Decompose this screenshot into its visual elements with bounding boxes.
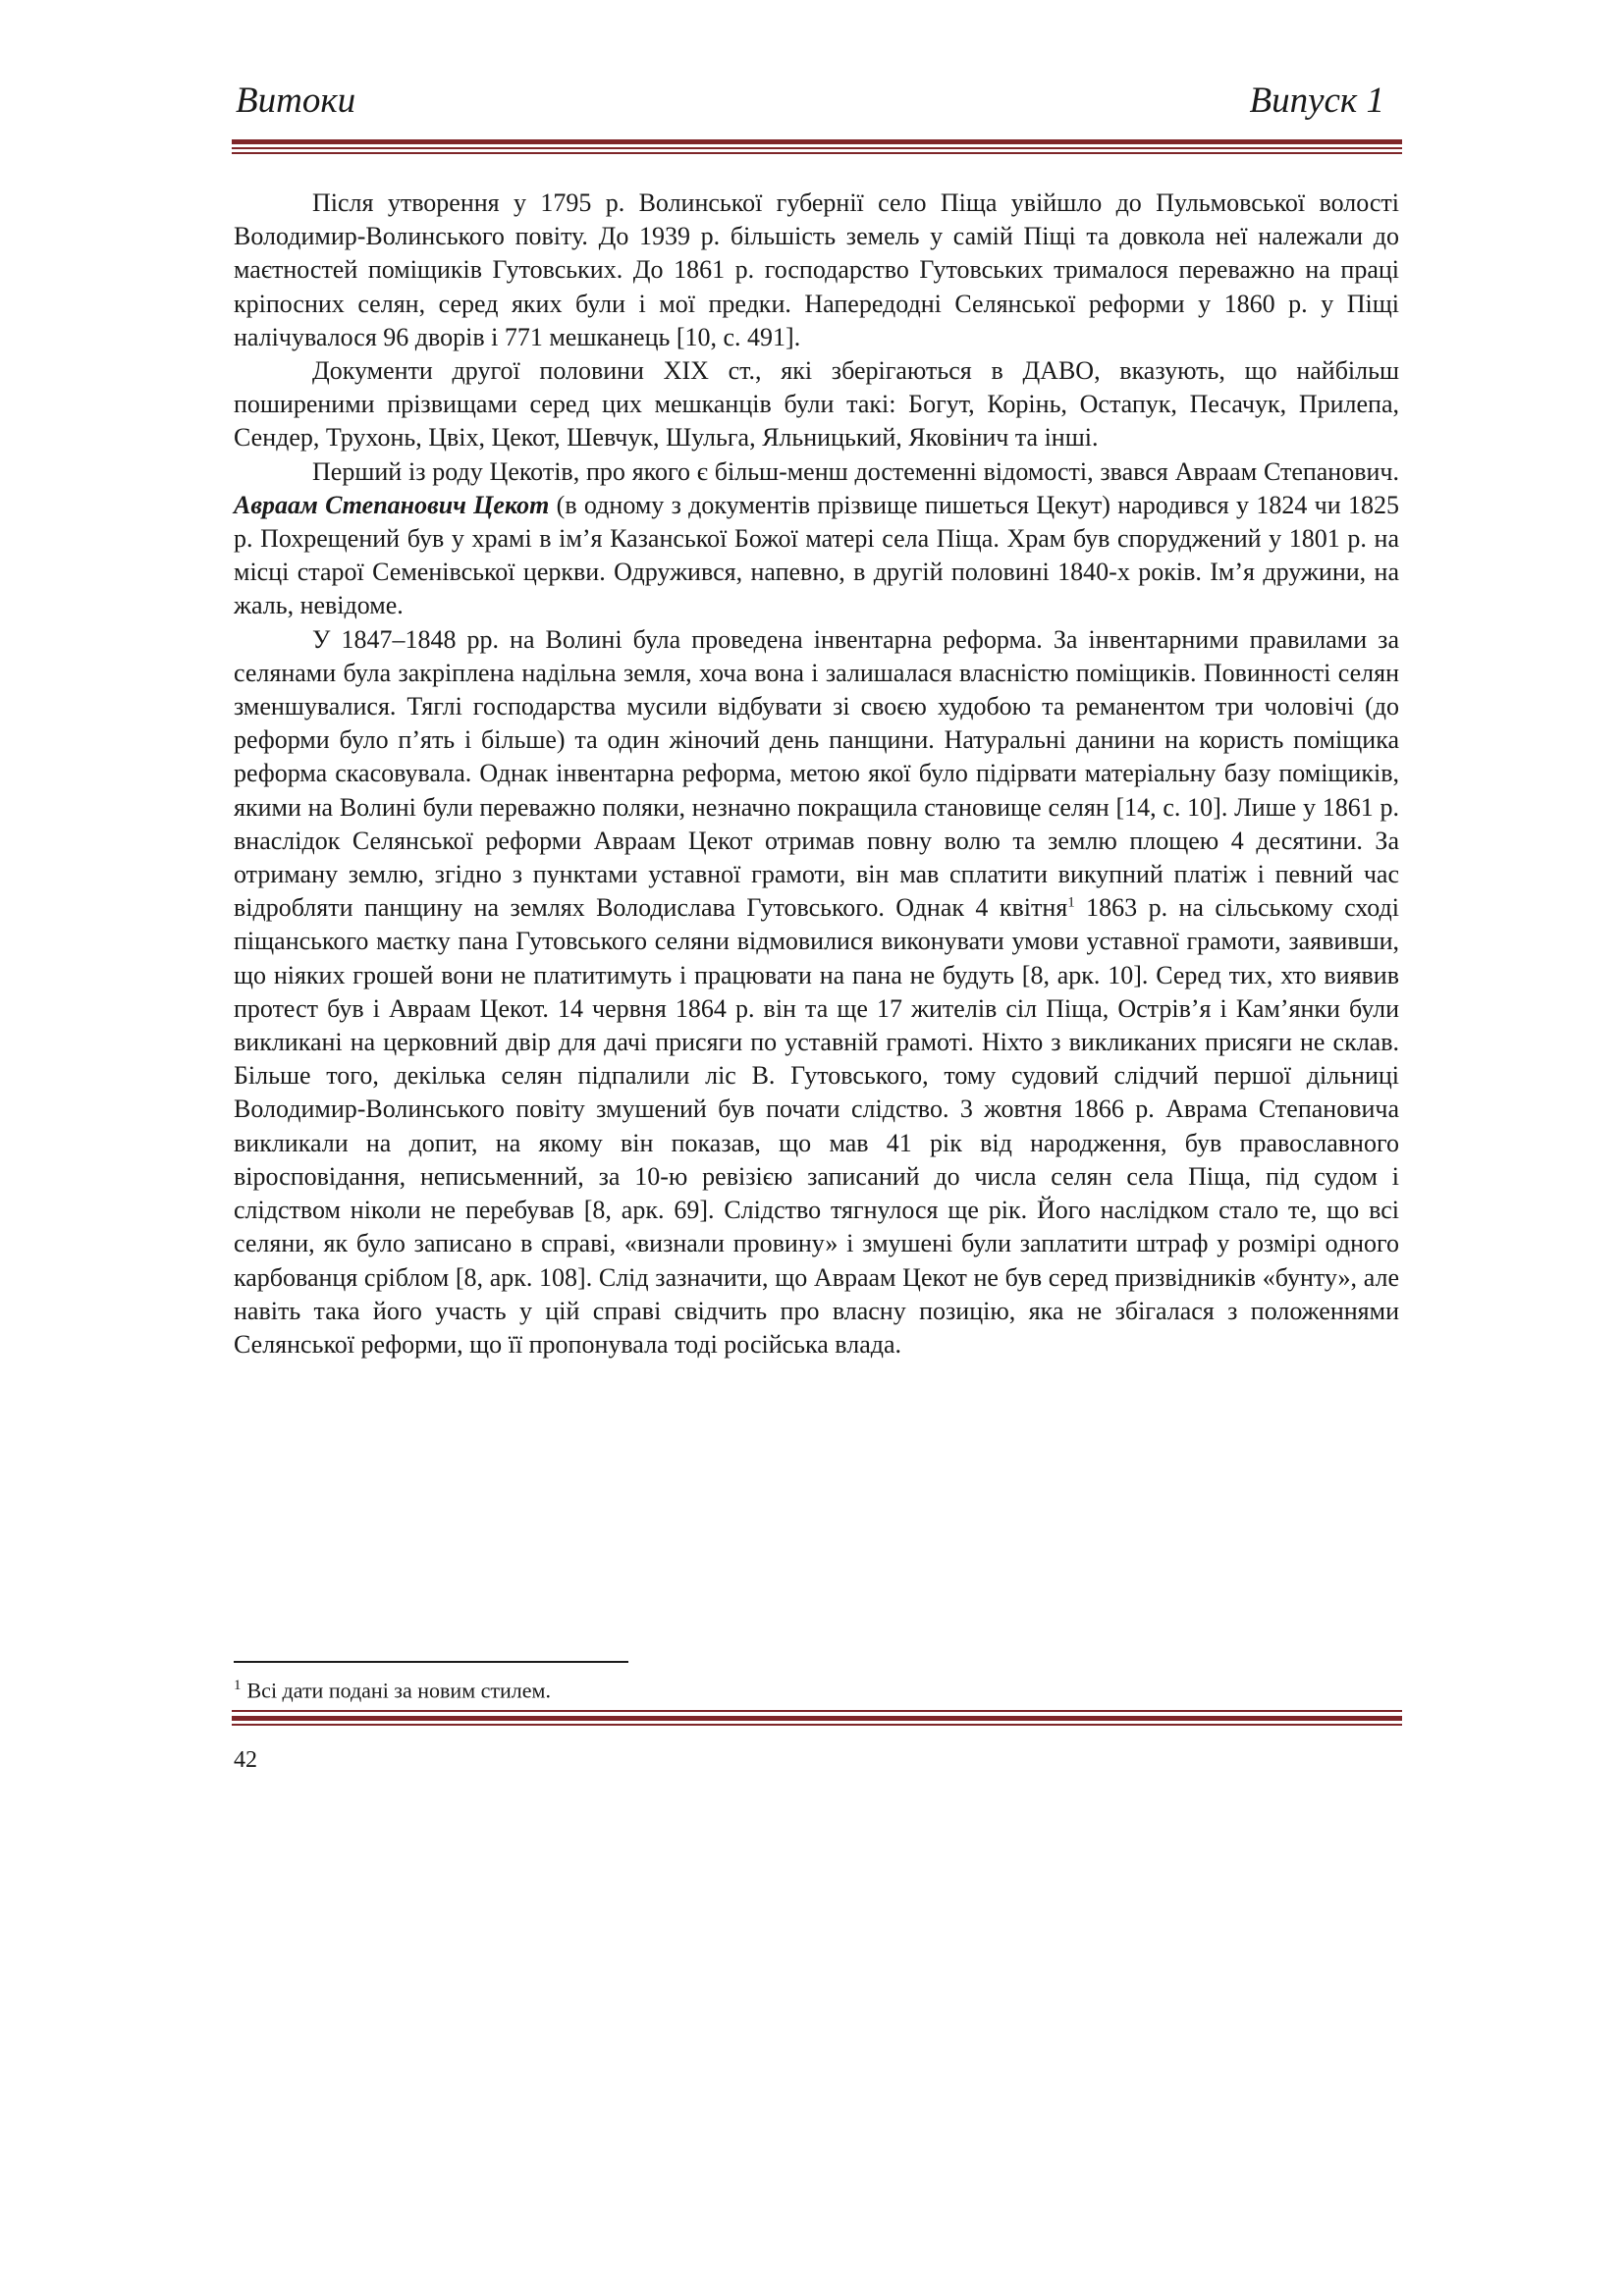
- issue-label: Випуск 1: [1249, 80, 1384, 121]
- footnote-reference[interactable]: 1: [1067, 894, 1075, 911]
- footer-rule-thin: [232, 1710, 1402, 1712]
- paragraph-4-end: 1863 р. на сільському сході піщанського маєтку пана Гутовського селяни відмовилися виконувати умови уставної грамоти, заявивши, що ніяких грошей вони не платитимуть і працювати на пана не будуть [8, арк. 10]. Серед тих, хто виявив протест був і Авраам Цекот. 14 червня 1864 р. він та ще 17 жителів сіл Піща, Острів’я і Кам’янки були викликані на церковний двір для дачі присяги по уставній грамоті. Ніхто з викликаних присяги не склав. Більше того, декілька селян підпалили ліс В. Гутовського, тому судовий слідчий першої дільниці Володимир-Волинського повіту змушений був почати слідство. 3 жовтня 1866 р. Аврама Степановича викликали на допит, на якому він показав, що мав 41 рік від народження, був православного віросповідання, неписьменний, за 10-ю ревізією записаний до числа селян села Піща, під судом і слідством ніколи не перебував [8, арк. 69]. Слідство тягнулося ще рік. Його наслідком стало те, що всі селяни, як було записано в справі, «визнали провину» і змушені були заплатити штраф у розмірі одного карбованця сріблом [8, арк. 108]. Слід зазначити, що Авраам Цекот не був серед призвідників «бунту», але навіть така його участь у цій справі свідчить про власну позицію, яка не збігалася з положеннями Селянської реформи, що її пропонувала тоді російська влада.: [234, 893, 1399, 1359]
- paragraph-2: Документи другої половини XIX ст., які зберігаються в ДАВО, вказують, що найбільш поширеними прізвищами серед цих мешканців були такі: Богут, Корінь, Остапук, Песачук, Прилепа, Сендер, Трухонь, Цвіх, Цекот, Шевчук, Шульга, Яльницький, Яковінич та інші.: [234, 356, 1399, 453]
- footnote-text: Всі дати подані за новим стилем.: [246, 1678, 551, 1703]
- footnote-separator: [234, 1661, 628, 1663]
- paragraph-1: Після утворення у 1795 р. Волинської губернії село Піща увійшло до Пульмовської волості Володимир-Волинського повіту. До 1939 р. більшість земель у самій Піщі та довкола неї належали до маєтностей поміщиків Гутовських. До 1861 р. господарство Гутовських трималося переважно на праці кріпосних селян, серед яких були і мої предки. Напередодні Селянської реформи у 1860 р. у Піщі налічувалося 96 дворів і 771 мешканець [10, с. 491].: [234, 188, 1399, 351]
- header-rule-thin-lower: [232, 152, 1402, 154]
- person-name-emphasis: Авраам Степанович Цекот: [234, 490, 550, 519]
- paragraph-4-start: У 1847–1848 рр. на Волині була проведена інвентарна реформа. За інвентарними правилами за селянами була закріплена надільна земля, хоча вона і залишалася власністю поміщиків. Повинності селян зменшувалися. Тяглі господарства мусили відбувати зі своєю худобою та реманентом три чоловічі (до реформи було п’ять і більше) та один жіночий день панщини. Натуральні данини на користь поміщика реформа скасовувала. Однак інвентарна реформа, метою якої було підірвати матеріальну базу поміщиків, якими на Волині були переважно поляки, незначно покращила становище селян [14, с. 10]. Лише у 1861 р. внаслідок Селянської реформи Авраам Цекот отримав повну волю та землю площею 4 десятини. За отриману землю, згідно з пунктами уставної грамоти, він мав сплатити викупний платіж і певний час відробляти панщину на землях Володислава Гутовського. Однак 4 квітня: [234, 624, 1399, 923]
- page-number: 42: [234, 1747, 257, 1773]
- running-header: [232, 77, 1402, 126]
- paragraph-3: [234, 455, 1399, 623]
- paragraph-4: [234, 623, 1399, 1362]
- paragraph-3-end: (в одному з документів прізвище пишеться Цекут) народився у 1824 чи 1825 р. Похрещений був у храмі в ім’я Казанської Божої матері села Піща. Храм був споруджений у 1801 р. на місці старої Семенівської церкви. Одружився, напевно, в другій половині 1840-х років. Ім’я дружини, на жаль, невідоме.: [234, 490, 1399, 620]
- footnote: [234, 1671, 551, 1705]
- header-rule-thin: [232, 147, 1402, 149]
- paragraph-3-start: Перший із роду Цекотів, про якого є більш-менш достеменні відомості, звався Авраам Степанович.: [312, 456, 1399, 486]
- article-body: [234, 187, 1399, 1362]
- footer-rule-thick: [232, 1716, 1402, 1721]
- footnote-marker: 1: [234, 1678, 242, 1693]
- journal-title: Витоки: [236, 80, 356, 121]
- footer-rule-thin-lower: [232, 1724, 1402, 1726]
- header-rule-thick: [232, 139, 1402, 144]
